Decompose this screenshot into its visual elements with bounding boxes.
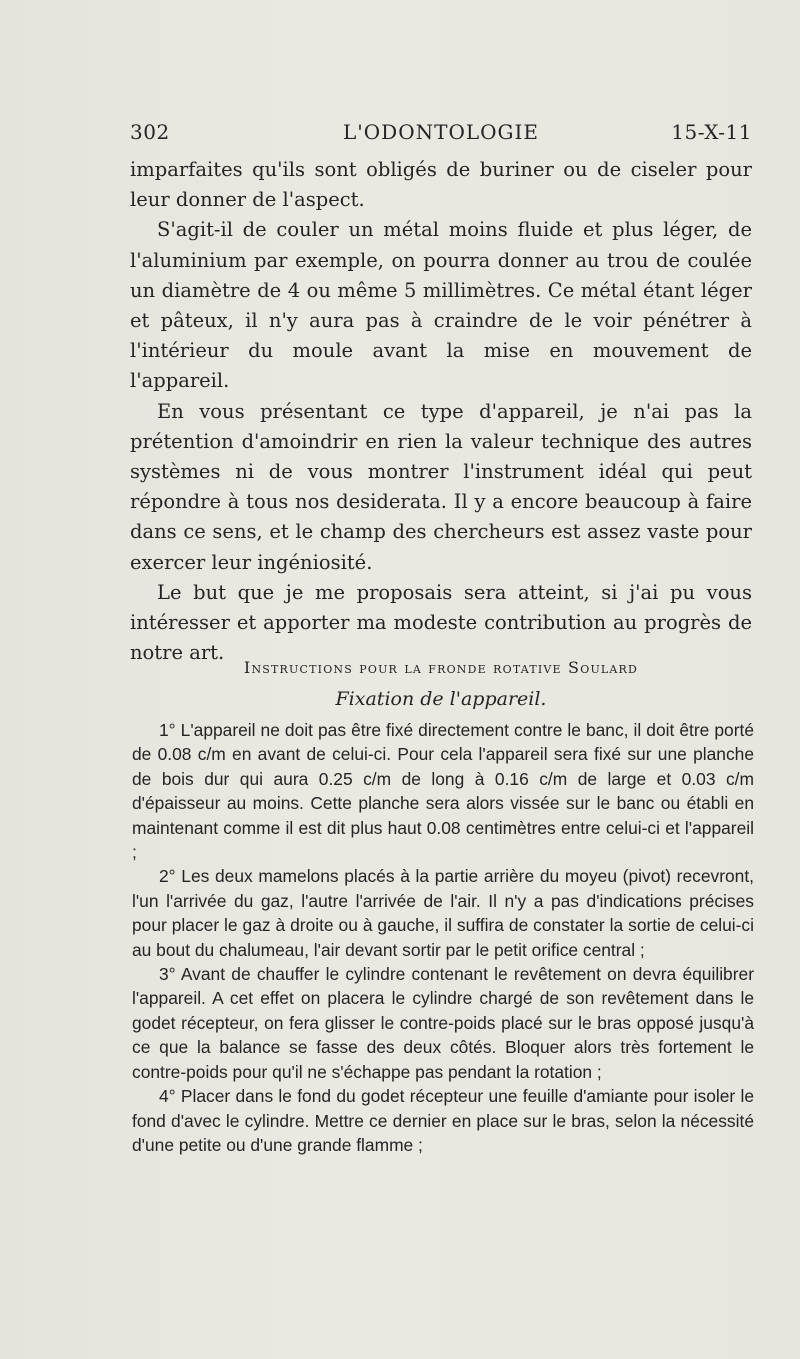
paragraph-aluminium: S'agit-il de couler un métal moins fluide et plus léger, de l'aluminium par exemple, on pourra donner au trou de coulée un diamètre de 4 ou même 5 millimètres. Ce métal étant léger et pâteux, il n'y aura pas à craindre de le voir pénétrer à l'intérieur du moule avant la mise en mouvement de l'appareil. <box>130 218 752 393</box>
issue-date: 15-X-11 <box>671 120 752 144</box>
instructions-list <box>132 718 754 1157</box>
paragraph-conclusion: Le but que je me proposais sera atteint, si j'ai pu vous intéresser et apporter ma modeste contribution au progrès de notre art. <box>130 580 752 665</box>
instruction-item: 1° L'appareil ne doit pas être fixé directement contre le banc, il doit être porté de 0.08 c/m en avant de celui-ci. Pour cela l'appareil sera fixé sur une planche de bois dur qui aura 0.25 c/m de long à 0.16 c/m de large et 0.03 c/m d'épaisseur au moins. Cette planche sera alors vissée sur le banc ou établi en maintenant comme il est dit plus haut 0.08 centimètres entre celui-ci et l'appareil ; <box>132 720 754 863</box>
running-header <box>130 120 752 146</box>
paragraph-continuation: imparfaites qu'ils sont obligés de buriner ou de ciseler pour leur donner de l'aspect. <box>130 158 752 212</box>
section-heading: Instructions pour la fronde rotative Soulard <box>243 658 639 677</box>
page-number: 302 <box>130 120 170 144</box>
paragraph-presentation: En vous présentant ce type d'appareil, je n'ai pas la prétention d'amoindrir en rien la valeur technique des autres systèmes ni de vous montrer l'instrument idéal qui peut répondre à tous nos desiderata. Il y a encore beaucoup à faire dans ce sens, et le champ des chercheurs est assez vaste pour exercer leur ingéniosité. <box>130 399 752 574</box>
subsection-heading: Fixation de l'appareil. <box>335 688 547 710</box>
instruction-item: 3° Avant de chauffer le cylindre contenant le revêtement on devra équilibrer l'appareil. A cet effet on placera le cylindre chargé de son revêtement dans le godet récepteur, on fera glisser le contre-poids placé sur le bras opposé jusqu'à ce que la balance se fasse des deux côtés. Bloquer alors très fortement le contre-poids pour qu'il ne s'échappe pas pendant la rotation ; <box>132 964 754 1082</box>
main-text <box>130 155 752 668</box>
instruction-item: 2° Les deux mamelons placés à la partie arrière du moyeu (pivot) recevront, l'un l'arrivée du gaz, l'autre l'arrivée de l'air. Il n'y a pas d'indications précises pour placer le gaz à droite ou à gauche, il suffira de constater la sortie de celui-ci au bout du chalumeau, l'air devant sortir par le petit orifice central ; <box>132 866 754 960</box>
journal-title: L'ODONTOLOGIE <box>343 120 539 144</box>
instruction-item: 4° Placer dans le fond du godet récepteur une feuille d'amiante pour isoler le fond d'avec le cylindre. Mettre ce dernier en place sur le bras, selon la nécessité d'une petite ou d'une grande flamme ; <box>132 1086 754 1155</box>
